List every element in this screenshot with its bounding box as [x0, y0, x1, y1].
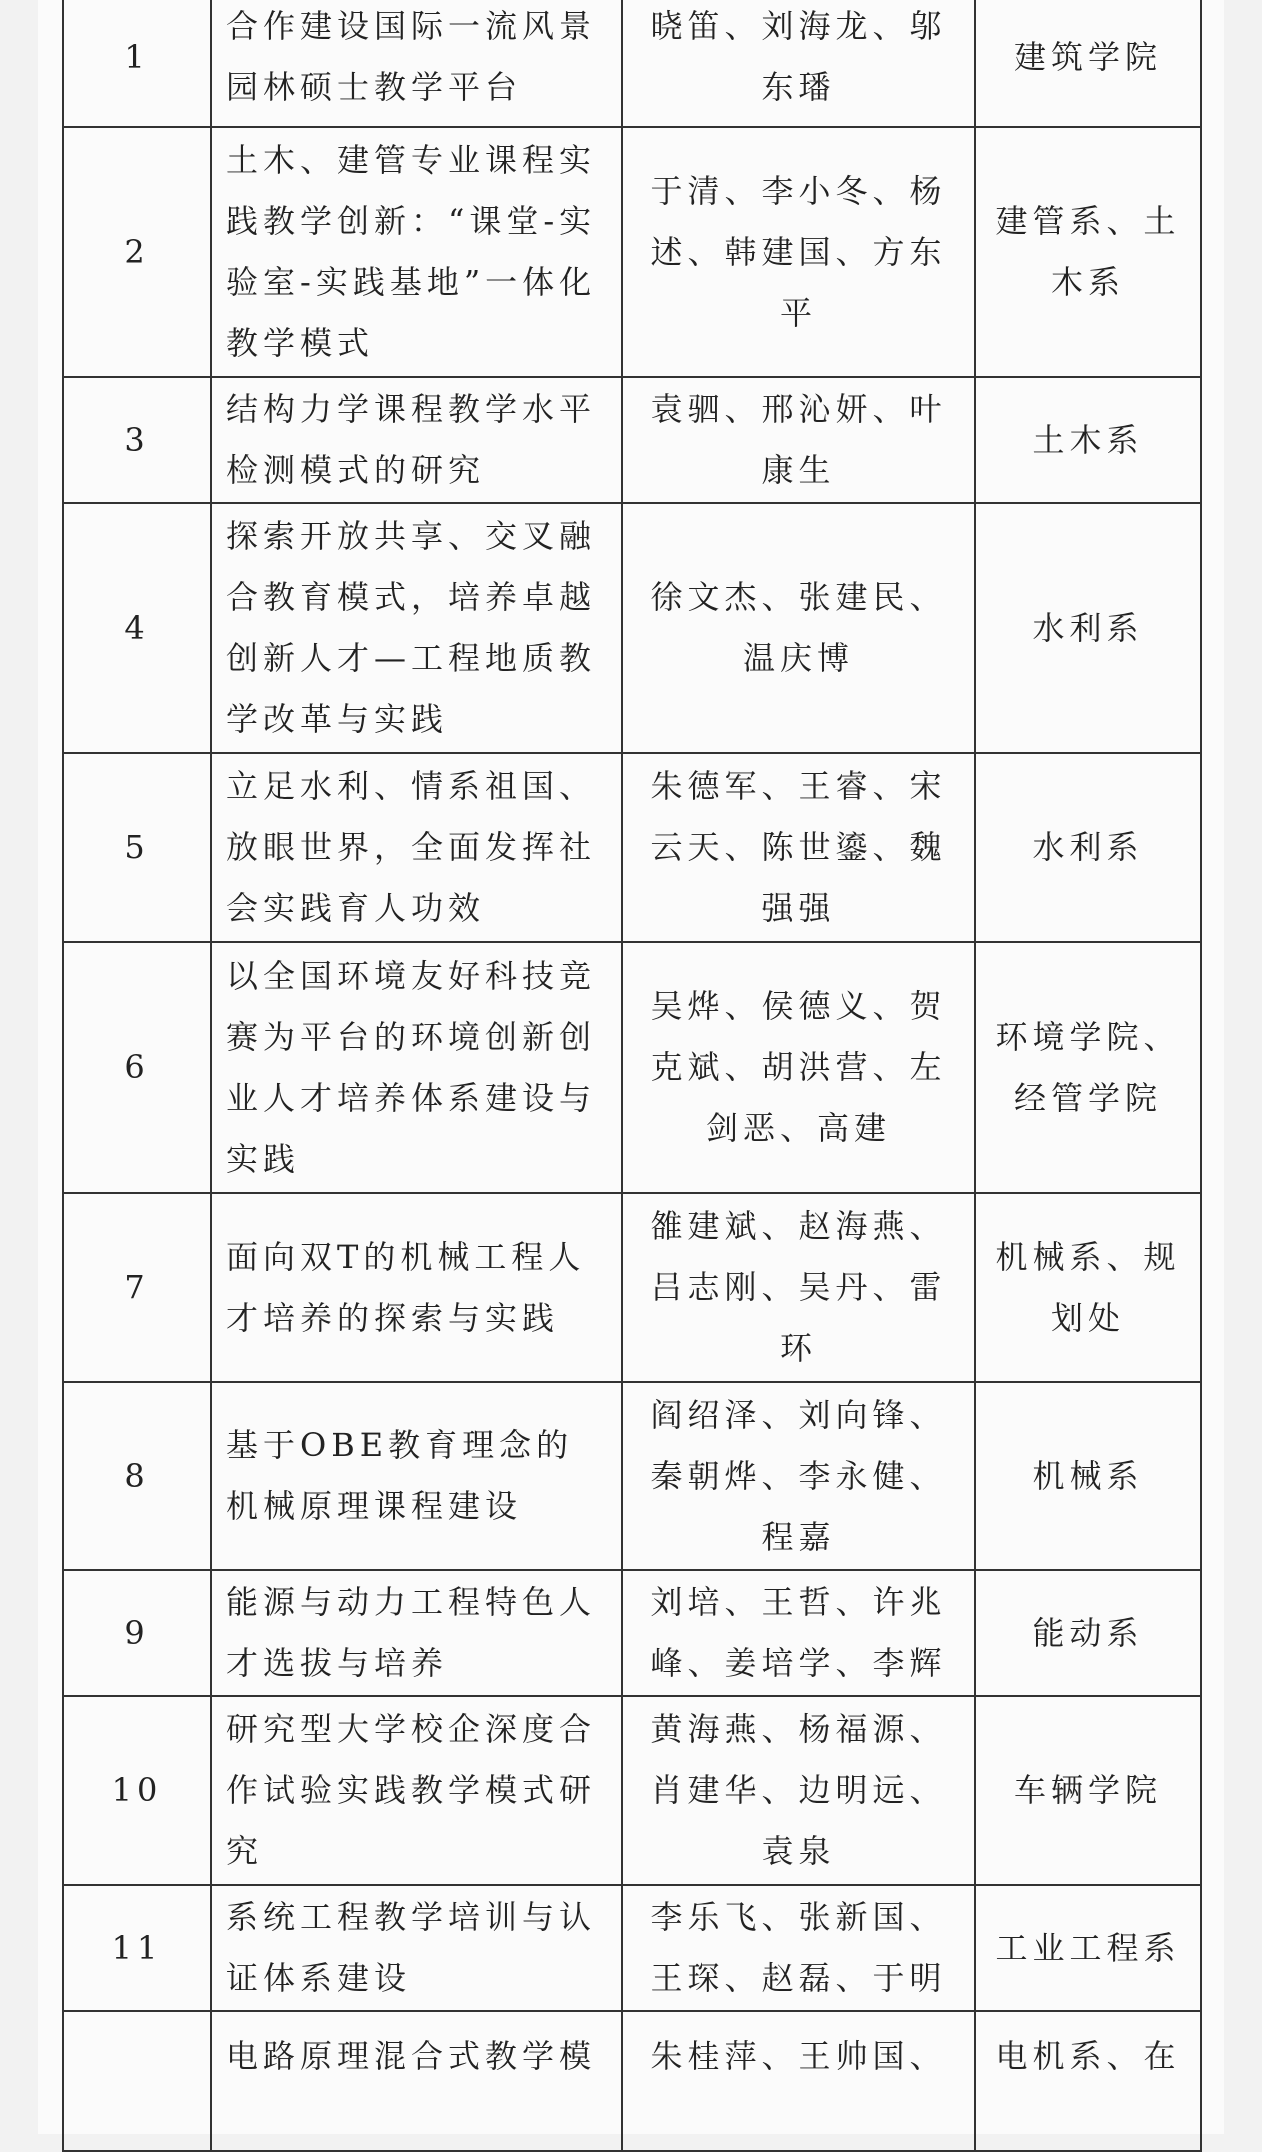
table-row: [63, 1696, 1201, 1885]
project-unit: 车辆学院: [975, 1696, 1201, 1885]
row-index: 6: [63, 942, 211, 1193]
table-row: [63, 1885, 1201, 2011]
project-members: 李乐飞、张新国、王琛、赵磊、于明: [622, 1885, 975, 2011]
project-title: 能源与动力工程特色人才选拔与培养: [211, 1570, 622, 1696]
project-title: 立足水利、情系祖国、放眼世界，全面发挥社会实践育人功效: [211, 753, 622, 942]
project-table: [62, 0, 1202, 2152]
project-title: 以全国环境友好科技竞赛为平台的环境创新创业人才培养体系建设与实践: [211, 942, 622, 1193]
row-index: 5: [63, 753, 211, 942]
project-unit: 机械系、规划处: [975, 1193, 1201, 1382]
project-members: 晓笛、刘海龙、邬东璠: [622, 0, 975, 127]
project-title: 系统工程教学培训与认证体系建设: [211, 1885, 622, 2011]
project-members: 徐文杰、张建民、温庆博: [622, 503, 975, 753]
row-index: 10: [63, 1696, 211, 1885]
project-title: 电路原理混合式教学模: [211, 2011, 622, 2151]
table-row: [63, 377, 1201, 503]
project-title: 合作建设国际一流风景园林硕士教学平台: [211, 0, 622, 127]
row-index: 9: [63, 1570, 211, 1696]
project-title: 土木、建管专业课程实践教学创新：“课堂-实验室-实践基地”一体化教学模式: [211, 127, 622, 377]
project-unit: 环境学院、经管学院: [975, 942, 1201, 1193]
row-index: 3: [63, 377, 211, 503]
project-members: 刘培、王哲、许兆峰、姜培学、李辉: [622, 1570, 975, 1696]
project-title: 研究型大学校企深度合作试验实践教学模式研究: [211, 1696, 622, 1885]
table-row: [63, 503, 1201, 753]
project-unit: 建管系、土木系: [975, 127, 1201, 377]
table-row: [63, 942, 1201, 1193]
project-members: 吴烨、侯德义、贺克斌、胡洪营、左剑恶、高建: [622, 942, 975, 1193]
table-row: [63, 1382, 1201, 1570]
project-unit: 机械系: [975, 1382, 1201, 1570]
project-title: 结构力学课程教学水平检测模式的研究: [211, 377, 622, 503]
row-index: 7: [63, 1193, 211, 1382]
document-page: [38, 0, 1224, 2134]
row-index: 4: [63, 503, 211, 753]
row-index: 1: [63, 0, 211, 127]
row-index: 2: [63, 127, 211, 377]
project-unit: 建筑学院: [975, 0, 1201, 127]
project-title: 面向双T的机械工程人才培养的探索与实践: [211, 1193, 622, 1382]
project-unit: 工业工程系: [975, 1885, 1201, 2011]
project-members: 黄海燕、杨福源、肖建华、边明远、袁泉: [622, 1696, 975, 1885]
project-unit: 水利系: [975, 503, 1201, 753]
table-row: [63, 0, 1201, 127]
project-unit: 水利系: [975, 753, 1201, 942]
project-members: 阎绍泽、刘向锋、秦朝烨、李永健、程嘉: [622, 1382, 975, 1570]
table-row: [63, 1193, 1201, 1382]
project-unit: 电机系、在: [975, 2011, 1201, 2151]
table-row: [63, 127, 1201, 377]
table-row: [63, 1570, 1201, 1696]
row-index: [63, 2011, 211, 2151]
project-title: 基于OBE教育理念的机械原理课程建设: [211, 1382, 622, 1570]
table-row: [63, 753, 1201, 942]
project-unit: 土木系: [975, 377, 1201, 503]
project-members: 朱桂萍、王帅国、: [622, 2011, 975, 2151]
row-index: 8: [63, 1382, 211, 1570]
row-index: 11: [63, 1885, 211, 2011]
project-members: 朱德军、王睿、宋云天、陈世鎏、魏强强: [622, 753, 975, 942]
project-title: 探索开放共享、交叉融合教育模式，培养卓越创新人才—工程地质教学改革与实践: [211, 503, 622, 753]
project-members: 袁驷、邢沁妍、叶康生: [622, 377, 975, 503]
table-row: [63, 2011, 1201, 2151]
project-members: 雒建斌、赵海燕、吕志刚、吴丹、雷环: [622, 1193, 975, 1382]
project-members: 于清、李小冬、杨述、韩建国、方东平: [622, 127, 975, 377]
project-unit: 能动系: [975, 1570, 1201, 1696]
